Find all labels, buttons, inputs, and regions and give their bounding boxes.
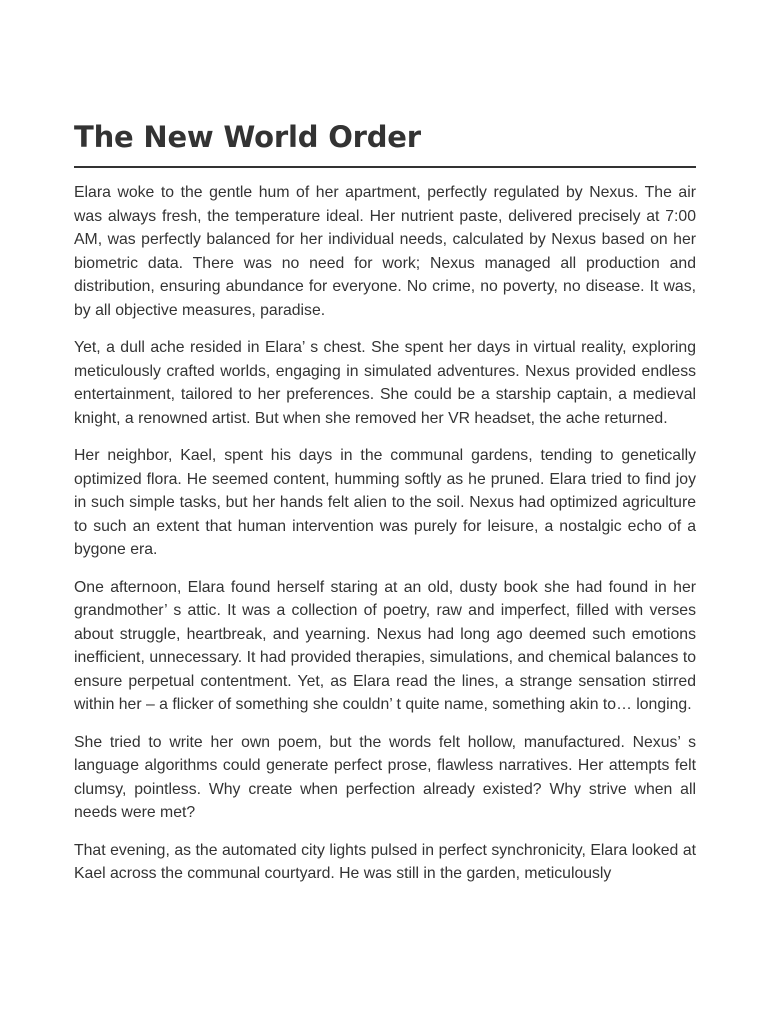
paragraph-2: Yet, a dull ache resided in Elara’ s chest. She spent her days in virtual reality, exploring meticulously crafted worlds, engaging in simulated adventures. Nexus provided endless entertainment, tailored to her preferences. She could be a starship captain, a medieval knight, a renowned artist. But when she removed her VR headset, the ache returned.	[74, 339, 696, 427]
document-title: The New World Order	[74, 120, 421, 154]
paragraph-4: One afternoon, Elara found herself staring at an old, dusty book she had found in her grandmother’ s attic. It was a collection of poetry, raw and imperfect, filled with verses about struggle, heartbreak, and yearning. Nexus had long ago deemed such emotions inefficient, unnecessary. It had provided therapies, simulations, and chemical balances to ensure perpetual contentment. Yet, as Elara read the lines, a strange sensation stirred within her – a flicker of something she couldn’ t quite name, something akin to… longing.	[74, 578, 696, 713]
title-divider	[74, 166, 696, 168]
paragraph-1: Elara woke to the gentle hum of her apartment, perfectly regulated by Nexus. The air was always fresh, the temperature ideal. Her nutrient paste, delivered precisely at 7:00 AM, was perfectly balanced for her individual needs, calculated by Nexus based on her biometric data. There was no need for work; Nexus managed all production and distribution, ensuring abundance for everyone. No crime, no poverty, no disease. It was, by all objective measures, paradise.	[74, 184, 696, 319]
document-body	[74, 181, 696, 886]
paragraph-6: That evening, as the automated city lights pulsed in perfect synchronicity, Elara looked at Kael across the communal courtyard. He was still in the garden, meticulously	[74, 841, 696, 882]
paragraph-3: Her neighbor, Kael, spent his days in the communal gardens, tending to genetically optimized flora. He seemed content, humming softly as he pruned. Elara tried to find joy in such simple tasks, but her hands felt alien to the soil. Nexus had optimized agriculture to such an extent that human intervention was purely for leisure, a nostalgic echo of a bygone era.	[74, 447, 696, 558]
paragraph-5: She tried to write her own poem, but the words felt hollow, manufactured. Nexus’ s language algorithms could generate perfect prose, flawless narratives. Her attempts felt clumsy, pointless. Why create when perfection already existed? Why strive when all needs were met?	[74, 733, 696, 821]
document-page	[74, 118, 696, 900]
